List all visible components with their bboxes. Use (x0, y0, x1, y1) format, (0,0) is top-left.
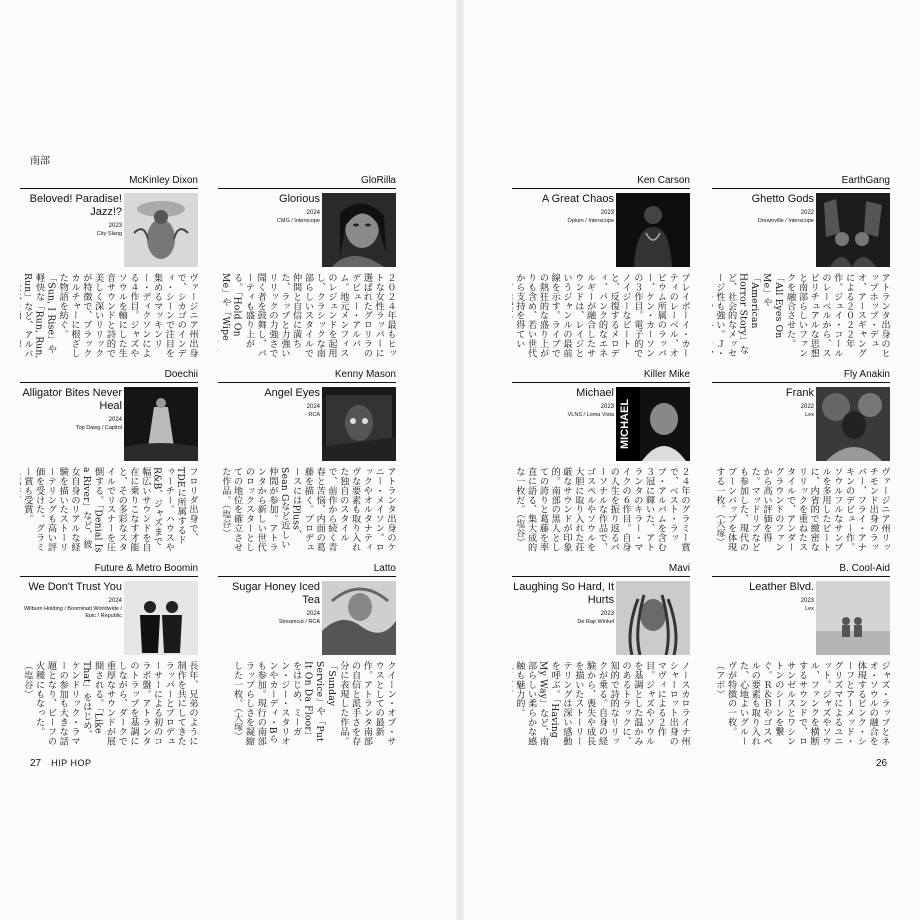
review-text: フロリダ出身で、TDEに所属するドゥーチー。ハウスやR&B、ジャズまで幅広いサウンドを自在に乗りこなす才能と、その多彩なスタイルでリスナーを圧倒する。「Denial Is a River」など、彼女自身のリアルな経験を描いたストーリーテリングも高い評価を受けた。グラミー賞も受賞。 (20, 467, 198, 553)
review-text: プレイボーイ・カーティのレーベル、オピウム所属のラッパー、ケン・カーソンの３作目。電子的でノイジーなビートと、反復するメロディ、パンク的なエネルギーが融合したサウンドは、レイジというジャンルの最前線を示す。ライブでの熱狂的な盛り上がりも含め、若い世代から支持を得てい (512, 273, 690, 359)
review-credit: （大塚） (713, 514, 725, 547)
album-title: Beloved! Paradise! Jazz!? (29, 193, 122, 218)
left-folio (30, 758, 91, 769)
album-card-earthgang (712, 175, 890, 365)
album-card-ken-carson (512, 175, 690, 365)
artist-name: GloRilla (218, 175, 396, 189)
record-label: De Rap Winkel (577, 619, 614, 625)
album-title: We Don't Trust You (28, 581, 122, 593)
artist-name: Latto (218, 563, 396, 577)
album-info (712, 387, 814, 419)
album-card-future-metro-boomin (20, 563, 198, 753)
artist-name: Future & Metro Boomin (20, 563, 198, 577)
album-title: Michael (576, 387, 614, 399)
section-label: 南部 (30, 156, 50, 167)
album-info (512, 581, 614, 626)
review-text: アトランタ出身のヒップホップ・デュオ、アースギャングによる２０２２年作。ジェイ・コールのレーベルから、スピリチュアルな思想と南部らしいファンクを融合させた。「All Eyes On Me」や「American Horror Story」など、社会的なメッセージ性も強い。Ｊ・ (713, 273, 890, 358)
artist-name: McKinley Dixon (20, 175, 198, 189)
review-text: ２４年のグラミー賞で、ベスト・ラップ・アルバムを含む３冠に輝いた、アトランタのキラー・マイクの６作目。自身の人生を振り返るパーソナルな作品で、ゴスペルやソウルを大胆に取り入れた荘厳なサウンドが印象的。南部の黒人としての誇りと葛藤を率直に語る、集大成的な一枚だ。（塩谷） (513, 467, 690, 552)
review-credit: （塩谷） (513, 514, 525, 547)
album-cover (124, 581, 198, 655)
album-title: Sugar Honey Iced Tea (231, 581, 320, 606)
album-card-killer-mike (512, 369, 690, 559)
album-info (218, 581, 320, 626)
album-cover (816, 581, 890, 655)
review-text: ノースカロライナ州シャーロット出身のマヴィによる２作目。ジャズやソウルを基調とした温かみのあるトラックに、知的で詩的なリリックが乗る。自身の経験から、喪失や成長を描いたストーリーテリングは深い感動を呼ぶ。「Having My Way」など、南部らしい柔らかな感触も魅力的。 (512, 661, 690, 747)
album-info (712, 193, 814, 225)
album-info (20, 581, 122, 620)
album-cover (816, 387, 890, 461)
release-year: 2024 (306, 611, 320, 617)
cover-lettering: MICHAEL (619, 398, 631, 450)
album-card-mckinley-dixon (20, 175, 198, 365)
record-label: RCA (308, 412, 320, 418)
record-label: Lex (805, 412, 814, 418)
record-label: Dreamville / Interscope (757, 218, 814, 224)
review-credit: （塩谷） (21, 661, 33, 699)
album-title: Laughing So Hard, It Hurts (513, 581, 614, 606)
album-title: Leather Blvd. (749, 581, 814, 593)
artist-name: B. Cool-Aid (712, 563, 890, 577)
artist-name: Mavi (512, 563, 690, 577)
artist-name: EarthGang (712, 175, 890, 189)
album-card-kenny-mason (218, 369, 396, 559)
page-number: 26 (876, 758, 888, 769)
album-title: Alligator Bites Never Heal (22, 387, 122, 412)
album-cover (616, 387, 690, 461)
release-year: 2023 (600, 611, 614, 617)
record-label: City Slang (96, 231, 122, 237)
release-year: 2024 (108, 598, 122, 604)
album-title: Frank (785, 387, 814, 399)
record-label: Lex (805, 606, 814, 612)
album-title: Angel Eyes (264, 387, 320, 399)
album-title: Glorious (279, 193, 320, 205)
release-year: 2024 (306, 404, 320, 410)
release-year: 2022 (800, 210, 814, 216)
album-cover (124, 193, 198, 267)
release-year: 2024 (306, 210, 320, 216)
record-label: Top Dawg / Capitol (75, 425, 122, 431)
review-credit: （大塚） (231, 708, 243, 741)
album-info (20, 193, 122, 238)
album-cover (322, 581, 396, 655)
artist-name: Kenny Mason (218, 369, 396, 383)
album-info (712, 581, 814, 613)
album-card-b-cool-aid (712, 563, 890, 753)
album-info (218, 387, 320, 419)
review-credit: （塩谷） (219, 504, 231, 538)
page-number: 27 (30, 758, 42, 769)
review-text: ヴァージニア州出身で、シカゴのインディ・シーンで注目を集めるマッキンリー・ディクソンによる４作目。ジャズやソウルを軸にした生音サウンドと詩的で美しく深いリリックが特徴で、ブラックカルチャーに根ざした物語を紡ぐ。「Sun, I Rise」や軽快な「Run, Run, Run」など、アルバ (21, 273, 198, 359)
release-year: 2023 (600, 210, 614, 216)
artist-name: Killer Mike (512, 369, 690, 383)
review-credit: （アボ） (713, 661, 725, 699)
record-label: VLNS / Loma Vista (567, 412, 614, 418)
album-cover (816, 193, 890, 267)
album-info (20, 387, 122, 432)
review-text: 長年、兄弟のように制作を共にしてきたラッパーとプロデューサーによる初のコラボ盤。アトランタのトラップを基調にしながら、ダークで重厚なサウンドが展開される。「Like That」をはじめ、ケンドリック・ラマーの参加も大きな話題となり、ビーフの火種にもなった。（塩谷） (21, 661, 198, 746)
album-cover (124, 387, 198, 461)
review-text: ２０２４年最もヒットな女性ラッパーに選ばれたグロリラのデビュー・アルバム。地元メンフィスのレジェンドを起用し、クラシックな南部らしいスタイルで仲間と自信に満ちた、ラップと力強いリリックの力強さで聞く者を鼓舞し、パーティも盛り上がる。「Hold On Me」や「Wipe (219, 273, 396, 358)
album-info (218, 193, 320, 225)
album-card-latto (218, 563, 396, 753)
review-text: ジャズ・ラップとネオ・ソウルの融合を体現するピンク・シーフとアーメッド・グリズマによるユニット。ジャズやソウル、ファンクを横断するサウンドで、ロサンゼルスとワシントンのシーンを繋ぐ。Ｒ＆Ｂやゴスペルの要素も取り入れた、心地よいグルーヴが特徴の一枚。（アボ） (713, 661, 890, 746)
record-label: Opium / Interscope (567, 218, 614, 224)
release-year: 2022 (800, 404, 814, 410)
album-cover (616, 193, 690, 267)
album-title: Ghetto Gods (751, 193, 814, 205)
artist-name: Doechii (20, 369, 198, 383)
review-text: クイーン・オブ・サウスとしての最新作。アトランタ南部の自信と派手さを存分に表現した作品。「Sunday Service」や「Put It On Da Floor」をはじめ、ミーガン・ジー・スタリオンやカーディ・Bらも参加。現行の南部ラップらしさを凝縮した一枚。（大塚） (231, 661, 396, 746)
right-folio (876, 758, 887, 769)
release-year: 2023 (800, 598, 814, 604)
album-cover (322, 193, 396, 267)
album-card-fly-anakin (712, 369, 890, 559)
album-cover (616, 581, 690, 655)
release-year: 2024 (108, 417, 122, 423)
album-title: A Great Chaos (541, 193, 614, 205)
folio-section: HIP HOP (51, 758, 92, 768)
record-label: Wilburn Holding / Boominati Worldwide / Epic / Republic (23, 606, 122, 619)
review-text: ヴァージニア州リッチモンド出身のラッパー、フライ・アナキンのデビュー作。ソウルフルなサンプルを多用したビートに、内省的で緻密なリリックを重ねたスタイルで、アンダーグラウンドのファンから高い評価を得た。マッドリブなども参加した、現代のブーンバップを体現する一枚。（大塚） (713, 467, 890, 552)
album-card-doechii (20, 369, 198, 559)
record-label: CMG / Interscope (276, 218, 320, 224)
review-text: アトランタ出身のケニー・メイソン。ロックやオルタナティヴな要素も取り入れた独自のスタイルで、前作から続く青春と苦悩、内面の葛藤を描く。プロデュースにはPluss、Sean Gなど近しい仲間が参加。アトランタから新しい世代のロックスターとしての地位を確立させた作品。（塩谷） (219, 467, 396, 552)
album-cover (322, 387, 396, 461)
release-year: 2023 (108, 223, 122, 229)
review-credit (512, 292, 513, 325)
review-credit (20, 467, 21, 505)
release-year: 2023 (600, 404, 614, 410)
review-credit (512, 661, 513, 699)
album-card-glorilla (218, 175, 396, 365)
album-info (512, 387, 614, 419)
artist-name: Ken Carson (512, 175, 690, 189)
book-gutter (456, 0, 464, 920)
record-label: Streamcut / RCA (278, 619, 320, 625)
album-info (512, 193, 614, 225)
artist-name: Fly Anakin (712, 369, 890, 383)
album-card-mavi (512, 563, 690, 753)
